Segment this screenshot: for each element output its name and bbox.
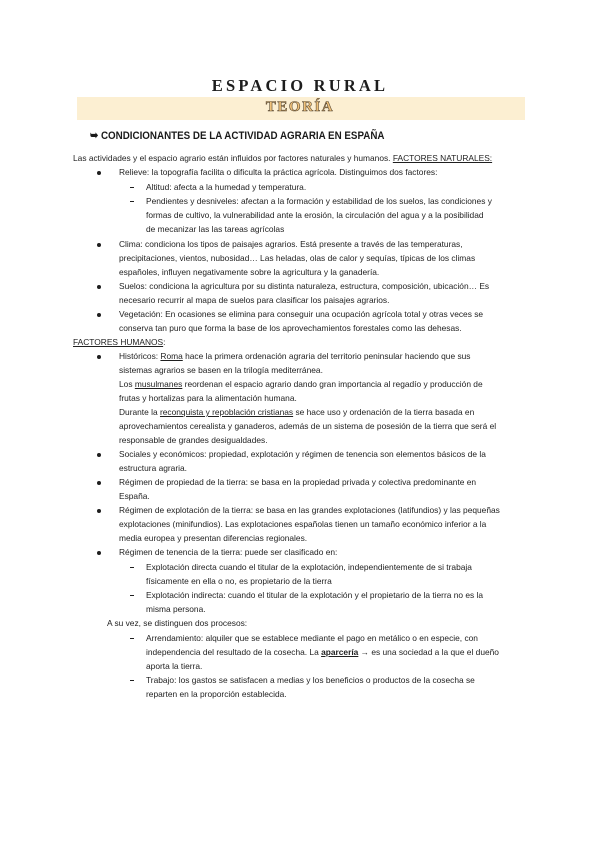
clima-line-3: españoles, influyen negativamente sobre la agricultura y la ganadería. [119, 267, 380, 277]
bullet-icon [97, 453, 101, 457]
sociales-line-2: estructura agraria. [119, 463, 187, 473]
historicos-line-5 [119, 407, 474, 417]
pendientes-line-3: de mecanizar las las tareas agrícolas [146, 224, 285, 234]
clima-line-2: precipitaciones, vientos, nubosidad… Las heladas, olas de calor y sequías, típicas de los climas [119, 253, 476, 263]
aparceria-text: → es una sociedad a la que el dueño [358, 647, 499, 657]
section-heading [90, 128, 384, 142]
arrendamiento-line-2 [146, 647, 499, 657]
tenencia-line-1: Régimen de tenencia de la tierra: puede ser clasificado en: [119, 547, 338, 557]
procesos-line: A su vez, se distinguen dos procesos: [107, 618, 248, 628]
relieve-line-1: Relieve: la topografía facilita o dificulta la práctica agrícola. Distinguimos dos factores: [119, 167, 438, 177]
dash-icon [130, 567, 134, 568]
musulmanes-term: musulmanes [134, 379, 183, 389]
suelos-line-2: necesario recurrir al mapa de suelos para clasificar los paisajes agrarios. [119, 295, 390, 305]
indirecta-line-1: Explotación indirecta: cuando el titular de la explotación y el propietario de la tierra no es la [146, 590, 484, 600]
bullet-icon [97, 171, 101, 175]
historicos-label: Históricos: [119, 351, 161, 361]
human-factors-label: FACTORES HUMANOS [73, 337, 164, 347]
sociales-line-1: Sociales y económicos: propiedad, explotación y régimen de tenencia son elementos básicos de la [119, 449, 486, 459]
trabajo-line-2: reparten en la proporción establecida. [146, 689, 287, 699]
bullet-icon [97, 285, 101, 289]
arrendamiento-line-3: aporta la tierra. [146, 661, 203, 671]
historicos-line-1 [119, 351, 470, 361]
explotacion-line-1: Régimen de explotación de la tierra: se basa en las grandes explotaciones (latifundios) y las pequeñas [119, 505, 500, 515]
dash-icon [130, 595, 134, 596]
bullet-icon [97, 313, 101, 317]
historicos-line-6: aprovechamientos cerealista y ganaderos, además de un sistema de posesión de la tierra que será el [119, 421, 497, 431]
intro-text: Las actividades y el espacio agrario están influidos por factores naturales y humanos. [73, 153, 393, 163]
propiedad-line-2: España. [119, 491, 150, 501]
musulmanes-prefix: Los [119, 379, 135, 389]
page-title: ESPACIO RURAL [211, 76, 389, 95]
pendientes-line-1: Pendientes y desniveles: afectan a la formación y estabilidad de los suelos, las condiciones y [146, 196, 492, 206]
musulmanes-text: reordenan el espacio agrario dando gran importancia al regadío y producción de [182, 379, 483, 389]
human-factors-colon: : [163, 337, 166, 347]
propiedad-line-1: Régimen de propiedad de la tierra: se basa en la propiedad privada y colectiva predominante en [119, 477, 477, 487]
roma-term: Roma [160, 351, 183, 361]
human-factors-heading [73, 337, 165, 347]
vegetacion-line-2: conserva tan puro que forma la base de los aprovechamientos forestales como las dehesas. [119, 323, 462, 333]
indirecta-line-2: misma persona. [146, 604, 206, 614]
arrow-icon: ➥ [90, 130, 99, 142]
reconquista-text: se hace uso y ordenación de la tierra basada en [293, 407, 475, 417]
page-subtitle: TEORÍA [265, 99, 335, 115]
natural-factors-heading: FACTORES NATURALES: [392, 153, 493, 163]
pendientes-line-2: formas de cultivo, la vulnerabilidad ante la erosión, la circulación del agua y a la posibilidad [146, 210, 484, 220]
historicos-line-2: sistemas agrarios se basen en la trilogía mediterránea. [119, 365, 323, 375]
suelos-line-1: Suelos: condiciona la agricultura por su distinta naturaleza, estructura, composición, ubicación… Es [119, 281, 490, 291]
bullet-icon [97, 243, 101, 247]
dash-icon [130, 187, 134, 188]
section-heading-text: CONDICIONANTES DE LA ACTIVIDAD AGRARIA EN ESPAÑA [100, 130, 385, 142]
historicos-line-7: responsable de grandes desigualdades. [119, 435, 268, 445]
bullet-icon [97, 509, 101, 513]
arrendamiento-line-1: Arrendamiento: alquiler que se establece mediante el pago en metálico o en especie, con [146, 633, 478, 643]
bullet-icon [97, 481, 101, 485]
explotacion-line-2: explotaciones (minifundios). Las explotaciones españolas tienen un tamaño económico inferior a la [119, 519, 487, 529]
historicos-line-3 [119, 379, 483, 389]
directa-line-2: físicamente en ella o no, es propietario de la tierra [146, 576, 332, 586]
bullet-icon [97, 551, 101, 555]
dash-icon [130, 638, 134, 639]
explotacion-line-3: media europea y presentan diferencias regionales. [119, 533, 308, 543]
altitud-line: Altitud: afecta a la humedad y temperatura. [146, 182, 307, 192]
reconquista-term: reconquista y repoblación cristianas [159, 407, 294, 417]
bullet-icon [97, 355, 101, 359]
vegetacion-line-1: Vegetación: En ocasiones se elimina para conseguir una ocupación agrícola total y otras veces se [119, 309, 484, 319]
historicos-line-4: frutas y hortalizas para la alimentación humana. [119, 393, 297, 403]
historicos-text: hace la primera ordenación agraria del territorio peninsular haciendo que sus [182, 351, 471, 361]
trabajo-line-1: Trabajo: los gastos se satisfacen a medias y los beneficios o productos de la cosecha se [146, 675, 475, 685]
dash-icon [130, 201, 134, 202]
clima-line-1: Clima: condiciona los tipos de paisajes agrarios. Está presente a través de las temperaturas, [119, 239, 463, 249]
dash-icon [130, 680, 134, 681]
directa-line-1: Explotación directa cuando el titular de la explotación, independientemente de si trabaja [146, 562, 472, 572]
aparceria-term: aparcería [321, 647, 359, 657]
reconquista-prefix: Durante la [119, 407, 160, 417]
intro-paragraph [73, 153, 492, 163]
arrendamiento-text: independencia del resultado de la cosecha. La [146, 647, 322, 657]
